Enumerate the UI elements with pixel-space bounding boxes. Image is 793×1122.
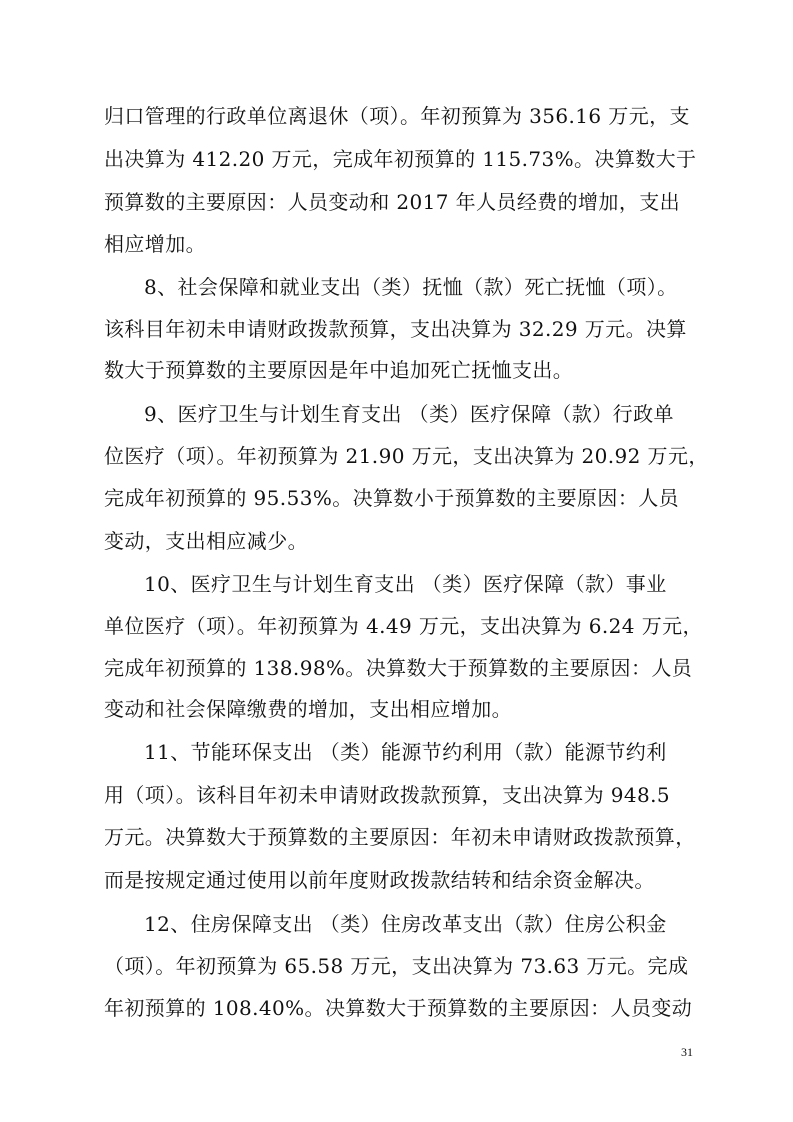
paragraph-9-line-2: 位医疗（项）。年初预算为 21.90 万元，支出决算为 20.92 万元， <box>104 444 709 468</box>
paragraph-11-line-2: 用（项）。该科目年初未申请财政拨款预算，支出决算为 948.5 <box>104 783 671 807</box>
paragraph-10-line-2: 单位医疗（项）。年初预算为 4.49 万元，支出决算为 6.24 万元， <box>104 614 703 638</box>
paragraph-9-line-1: 9、医疗卫生与计划生育支出 （类）医疗保障（款）行政单 <box>144 402 674 426</box>
paragraph-10-line-4: 变动和社会保障缴费的增加，支出相应增加。 <box>104 697 512 721</box>
paragraph-9-line-4: 变动，支出相应减少。 <box>104 529 308 553</box>
paragraph-11-line-3: 万元。决算数大于预算数的主要原因：年初未申请财政拨款预算， <box>104 825 696 849</box>
paragraph-8-line-3: 数大于预算数的主要原因是年中追加死亡抚恤支出。 <box>104 358 574 382</box>
paragraph-10-line-1: 10、医疗卫生与计划生育支出 （类）医疗保障（款）事业 <box>144 572 667 596</box>
paragraph-1-line-4: 相应增加。 <box>104 232 206 256</box>
paragraph-12-line-2: （项）。年初预算为 65.58 万元，支出决算为 73.63 万元。完成 <box>104 954 689 978</box>
paragraph-12-line-3: 年初预算的 108.40%。决算数大于预算数的主要原因：人员变动 <box>104 996 693 1020</box>
paragraph-9-line-3: 完成年初预算的 95.53%。决算数小于预算数的主要原因：人员 <box>104 486 680 510</box>
page-number: 31 <box>681 1045 693 1059</box>
paragraph-11-line-1: 11、节能环保支出 （类）能源节约利用（款）能源节约利 <box>144 740 667 764</box>
paragraph-8-line-2: 该科目年初未申请财政拨款预算，支出决算为 32.29 万元。决算 <box>104 317 687 341</box>
paragraph-1-line-2: 出决算为 412.20 万元，完成年初预算的 115.73%。决算数大于 <box>104 147 697 171</box>
paragraph-10-line-3: 完成年初预算的 138.98%。决算数大于预算数的主要原因：人员 <box>104 656 693 680</box>
paragraph-8-line-1: 8、社会保障和就业支出（类）抚恤（款）死亡抚恤（项）。 <box>144 275 678 299</box>
paragraph-12-line-1: 12、住房保障支出 （类）住房改革支出（款）住房公积金 <box>144 912 667 936</box>
paragraph-11-line-4: 而是按规定通过使用以前年度财政拨款结转和结余资金解决。 <box>104 868 655 892</box>
paragraph-1-line-3: 预算数的主要原因：人员变动和 2017 年人员经费的增加，支出 <box>104 190 681 214</box>
paragraph-1-line-1: 归口管理的行政单位离退休（项）。年初预算为 356.16 万元，支 <box>104 104 690 128</box>
